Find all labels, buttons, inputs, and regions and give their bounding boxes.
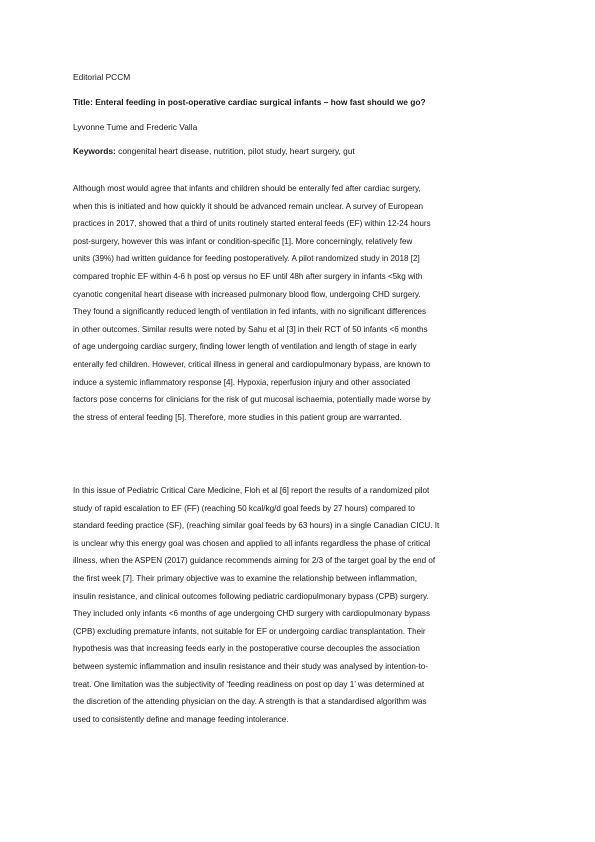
article-title [73, 96, 525, 108]
paragraph-line: induce a systemic inflammatory response [4]. Hypoxia, reperfusion injury and other associated [73, 377, 411, 387]
paragraph-line: treat. One limitation was the subjectivity of ‘feeding readiness on post op day 1’ was determined at [73, 679, 425, 689]
paragraph-line: hypothesis was that increasing feeds early in the postoperative course decouples the association [73, 644, 420, 654]
paragraph-line: units (39%) had written guidance for feeding postoperatively. A pilot randomized study in 2018 [2] [73, 254, 420, 264]
paragraph-line: They found a significantly reduced length of ventilation in fed infants, with no significant differences [73, 307, 427, 317]
paragraph-line: post-surgery, however this was infant or condition-specific [1]. More concerningly, relatively few [73, 236, 413, 246]
paragraph-line: used to consistently define and manage feeding intolerance. [73, 714, 289, 724]
paragraph-line: cyanotic congenital heart disease with increased pulmonary blood flow, undergoing CHD surgery. [73, 289, 421, 299]
paragraph-line: Although most would agree that infants and children should be enterally fed after cardiac surgery, [73, 184, 421, 193]
title-label: Title: [73, 97, 93, 107]
paragraph-1 [73, 180, 525, 426]
paragraph-line: factors pose concerns for clinicians for the risk of gut mucosal ischaemia, potentially made worse by [73, 395, 431, 405]
authors: Lyvonne Tume and Frederic Valla [73, 122, 198, 132]
paragraph-line: the discretion of the attending physician on the day. A strength is that a standardised algorithm was [73, 697, 427, 707]
paragraph-line: insulin resistance, and clinical outcomes following pediatric cardiopulmonary bypass (CPB) surgery. [73, 591, 429, 601]
keywords [73, 145, 525, 157]
paragraph-line: between systemic inflammation and insulin resistance and their study was analysed by intention-to- [73, 661, 428, 671]
paragraph-line: (CPB) excluding premature infants, not suitable for EF or undergoing cardiac transplantation. Their [73, 626, 426, 636]
paragraph-line: the first week [7]. Their primary objective was to examine the relationship between inflammation, [73, 573, 417, 583]
paragraph-line: They included only infants <6 months of age undergoing CHD surgery with cardiopulmonary bypass [73, 609, 430, 619]
paragraph-line: In this issue of Pediatric Critical Care Medicine, Floh et al [6] report the results of a randomized pilot [73, 486, 430, 495]
paragraph-line: study of rapid escalation to EF (FF) (reaching 50 kcal/kg/d goal feeds by 27 hours) compared to [73, 503, 415, 513]
keywords-text: congenital heart disease, nutrition, pilot study, heart surgery, gut [118, 146, 355, 156]
paragraph-line: standard feeding practice (SF), (reaching similar goal feeds by 63 hours) in a single Canadian CICU. It [73, 521, 440, 531]
paragraph-line: when this is initiated and how quickly it should be advanced remain unclear. A survey of European [73, 201, 424, 211]
paragraph-line: enterally fed children. However, critical illness in general and cardiopulmonary bypass, are known to [73, 359, 431, 369]
paragraph-line: practices in 2017, showed that a third of units routinely started enteral feeds (EF) within 12-24 hours [73, 219, 431, 229]
paragraph-line: the stress of enteral feeding [5]. Therefore, more studies in this patient group are warranted. [73, 412, 402, 422]
keywords-label: Keywords: [73, 146, 116, 156]
paragraph-2 [73, 482, 525, 728]
paragraph-line: of age undergoing cardiac surgery, finding lower length of ventilation and length of stage in early [73, 342, 417, 352]
paragraph-line: compared trophic EF within 4-6 h post op versus no EF until 48h after surgery in infants <5kg with [73, 271, 423, 281]
paragraph-line: in other outcomes. Similar results were noted by Sahu et al [3] in their RCT of 50 infants <6 months [73, 324, 428, 334]
journal-label: Editorial PCCM [73, 72, 131, 82]
paragraph-line: is unclear why this energy goal was chosen and applied to all infants regardless the phase of critical [73, 538, 431, 548]
title-text: Enteral feeding in post-operative cardiac surgical infants – how fast should we go? [95, 97, 426, 107]
paragraph-line: illness, when the ASPEN (2017) guidance recommends aiming for 2/3 of the target goal by the end of [73, 556, 436, 566]
